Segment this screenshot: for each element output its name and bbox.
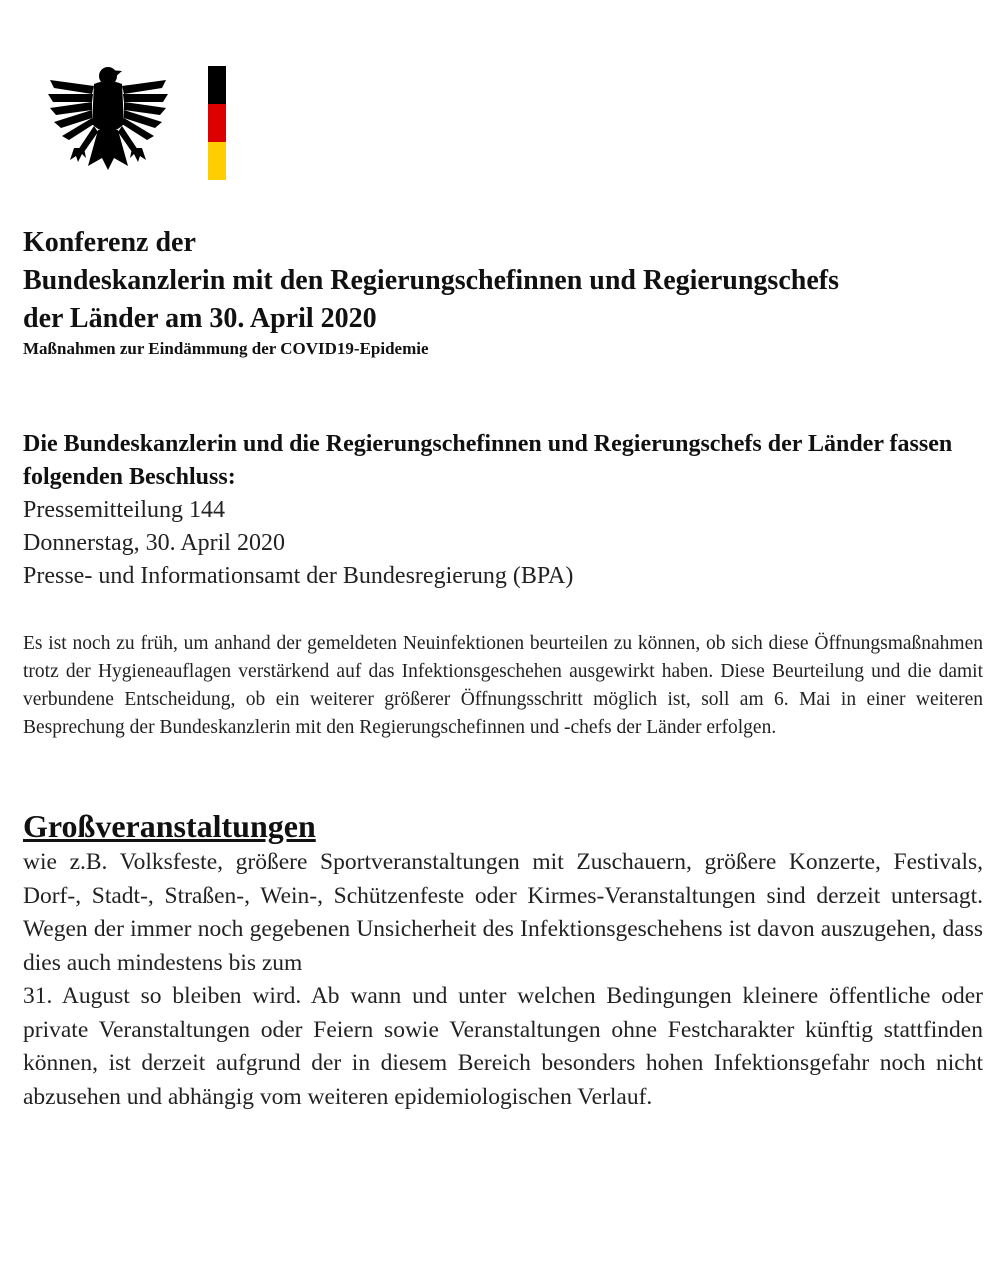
federal-eagle-icon xyxy=(44,62,172,182)
decision-block xyxy=(23,428,983,593)
press-release-issuer: Presse- und Informationsamt der Bundesregierung (BPA) xyxy=(23,563,574,589)
section-text-part-1: wie z.B. Volksfeste, größere Sportveranstaltungen mit Zuschauern, größere Konzerte, Festivals, Dorf-, Stadt-, Straßen-, Wein-, Schützenfeste oder Kirmes-Veranstaltungen sind derzeit untersagt. Wegen der immer noch gegebenen Unsicherheit des Infektionsgeschehens ist davon auszugehen, dass dies auch mindestens bis zum xyxy=(23,849,983,976)
flag-stripe-gold xyxy=(208,142,226,180)
press-release-number: Pressemitteilung 144 xyxy=(23,497,225,523)
flag-stripe-red xyxy=(208,104,226,142)
press-release-date: Donnerstag, 30. April 2020 xyxy=(23,530,285,556)
german-flag xyxy=(208,66,226,180)
logo-area xyxy=(44,62,234,184)
flag-stripe-black xyxy=(208,66,226,104)
section-heading: Großveranstaltungen xyxy=(23,808,316,844)
document-header xyxy=(23,224,983,360)
decision-lead: Die Bundeskanzlerin und die Regierungschefinnen und Regierungschefs der Länder fassen folgenden Beschluss: xyxy=(23,431,953,490)
section-paragraph xyxy=(23,846,983,1114)
section-text-part-2: 31. August so bleiben wird. Ab wann und unter welchen Bedingungen kleinere öffentliche oder private Veranstaltungen oder Feiern sowie Veranstaltungen ohne Festcharakter künftig stattfinden können, ist derzeit aufgrund der in diesem Bereich besonders hohen Infektionsgefahr noch nicht abzusehen und abhängig vom weiteren epidemiologischen Verlauf. xyxy=(23,983,983,1110)
intro-paragraph: Es ist noch zu früh, um anhand der gemeldeten Neuinfektionen beurteilen zu können, ob sich diese Öffnungsmaßnahmen trotz der Hygieneauflagen verstärkend auf das Infektionsgeschehen ausgewirkt haben. Diese Beurteilung und die damit verbundene Entscheidung, ob ein weiterer größerer Öffnungsschritt möglich ist, soll am 6. Mai in einer weiteren Besprechung der Bundeskanzlerin mit den Regierungschefinnen und -chefs der Länder erfolgen. xyxy=(23,633,983,738)
title-line-2: Bundeskanzlerin mit den Regierungschefinnen und Regierungschefs xyxy=(23,265,839,296)
subtitle: Maßnahmen zur Eindämmung der COVID19-Epidemie xyxy=(23,339,429,358)
title-line-1: Konferenz der xyxy=(23,227,196,258)
section-major-events xyxy=(23,806,983,1114)
title-line-3: der Länder am 30. April 2020 xyxy=(23,303,377,334)
